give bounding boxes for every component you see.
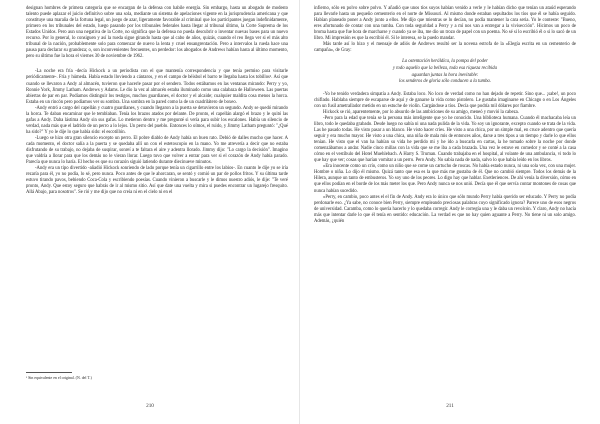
footnote-rule — [26, 372, 72, 373]
right-paragraph-3: -Yo he tenido verdadera simpatía a Andy. Estaba loco. No loco de verdad como no han dejado de repetir. Sino que... ¡sabe!, un poco chiflado. Hablaba siempre de escaparse de aquí y de ganarse la vida como pistolero. Le gustaba imaginarse en Chicago o en Los Ángeles con un fusil ametrallador metido en un estuche de violín. Cargándose a tíos. Decía que podría mil dólares por fiambre. — [314, 91, 576, 109]
poem-line-4: los senderos de gloria sólo conducen a la tumba. — [399, 79, 491, 85]
right-paragraph-4: Hickock se rió, aparentemente, por lo absurdo de las ambiciones de su amigo, meneó y movió la cabeza. — [323, 109, 519, 115]
right-paragraph-7: «Perry, en cambio, poco antes el el fin de Andy. Andy era lo único que sólo mundo Perry había querido ser educado. Y Perry no podía perdonarle eso. ¿Ya sabe, no conoce bien Perry, siempre empleando preciosas palabras cuyo significado ignora? Parece uno de esos negros de universidad. Caramba, como lo quería hacerlo y lo quedaba corregir. Andy le corregía una y le daba un revolcón. Y claro, Andy no hacía más que intentar darle lo que él tenía en sentido: educación. La verdad es que no hay quien aguante a Perry. No tiene ni un solo amigo. Además, ¿quién — [314, 194, 576, 224]
right-paragraph-5: -Pero para la edad que tenía se la persona más inteligente que yo he conocido. Una biblioteca humana. Cuando él machacaba leía un libro, todo le quedaba grabado. Desde luego no sabía ni una nada pulida de la vida. Yo soy un ignorante, excepto cuando se trata de la vida. Las he pasado todas. He visto pasar a un blanco. He visto hacer cries. He visto a una chica, por un simple mal, en cruce adentro que quería seguir y era mucho mayor. He visto a una chica, una niña de mala mis de entonces años, darse a tres tipos a un tiempo y darle lo que ellos tenían. He visto que el van ha habían su vida he perdido mi y he ido a buscarla en cartas, la he tomado sobre la noche por donde comenzábamos a andar. Nadie cinco millas con la vida que se me iba a cada brazada. Una vez le estuve en comedor y se conté a la casa cómo en el vestíbulo del Hotel Muehlebach. A Harry S. Truman. Cuando trabajaba en el hospital, al volante de una ambulancia, vi todo lo que hay que ver; cosas que harían vomitar a un perro. Pero Andy. No sabía nada de nada, salvo lo que había leído en los libros. — [314, 115, 576, 164]
left-paragraph-2: -La noche era fría -decía Hickock a un periodista con el que mantenía correspondencia y que tenía permiso para visitarle periódicamente-. Fría y húmeda. Había estado lloviendo a cántaros, y en el campo de béisbol el barro te llegaba hasta los tobillos¹. Así que cuando se llevaron a Andy al almacén, tuvieron que hacerle pasar por el sendero. Todos estábamos en las ventanas mirando: Perry y yo, Ronnie York, Jimmy Latham. Andrews y Adams. Le dio la vez al almacén estaba iluminado como una calabaza de Halloween. Las puertas abiertas de par en par. Podíamos distinguir los testigos, muchos guardianes, el doctor y el alcaide; cualquier maldita cosa menos la horca. Estaba en un rincón pero podíamos ver su sombra. Una sombra en la pared como la de un cuadrilátero de boxeo. — [26, 69, 288, 105]
left-paragraph-5: -Andy era un tipo divertido -añadió Hickock sonriendo de lado porque tenía un cigarrillo entre los labios-. En cuanto le dije yo se iría rezaría para él, yo no podía, lo sé, pero nunca. Poco antes de que le ahorcaran, se sentó y comió un par de pollos fritos. Y su última tarde estuvo tirando pavos, bebiendo Coca-Cola y escribiendo poesías. Cuando vinieron a buscarle y le dimos nuestro adiós, le dije: "Te veré pronto, Andy. Que estoy seguro que habrás de ir al mismo sitio. Así que date una vuelta y mira si puedes encontrar un lugarejo fresquito. Allá Abajo, para nosotros". Se rió y me dijo que no creía ni en el cielo ni en el — [26, 166, 288, 196]
left-paragraph-3: -Andy entró a cargo del capellán y cuatro guardianes, y cuando llegaron a la puerta se detuvieron un segundo. Andy se quedó mirando la horca. Te daban encaminar que le temblaban. Tenía los brazos atados por delante. De pronto, el capellán alargó el brazo y le quitó las gafas a Andy. Daba lástima Andy sin sus gafas. Lo metieron dentro y me pregunté si vería para subir los escalones. Había un silencio de verdad, nada más que el ladrido de un perro a lo lejos. Un perro del pueblo. Entonces lo oímos, el ruido, y Jimmy Latham preguntó: "¿Qué ha sido?" Y yo le dije lo que había sido: el escotillón. — [26, 105, 288, 135]
footnote — [26, 372, 288, 381]
poem-line-3: aguardan juntas la hora inevitable: — [411, 72, 479, 78]
left-paragraph-1: designan hombres de primera categoría que se encargan de la defensa con habile energía. Sin embargo, hasta un abogado de modesto talento puede aplazar el juicio definitivo sobre una sola, mediante un sistema de apelaciones vigente en la jurisprudencia americana y que constituye una maraña de la fortuna legal, un juego de azar, ligeramente favorable al criminal que los participantes juegan indefinidamente, primero en los tribunales del estado, luego pasando por los tribunales federales hasta llegar al tribunal último, la Corte Suprema de los Estados Unidos. Pero aun una negativa de la Corte, no significa que la defensa no pueda descubrir o inventar nuevas bases para un nuevo recurso. Por lo general, lo consiguen y así la rueda sigue girando hasta que al cabo de años, quizás, cuando el reo llega ver si el más alto tribunal de la nación, probablemente solo para comenzar de nuevo la lenta y cruel ensangrentación. Pero a intervalos la rueda hace una pausa para declarar su grandeza; o, son inconvenientes frecuentes, un perdedor: los abogados de Andrews habían hasta al último momento, pero su último fue la hora el viernes 30 de noviembre de 1962. — [26, 6, 288, 60]
right-paragraph-1: infierno, sólo en polvo sobre polvo. Y añadió que unos tíos suyos habían venido a verle y le habían dicho que tenían un ataúd esperando para llevarle hasta un pequeño cementerio en el norte de Missouri. Al mismo donde estaban sepultados los tíos que él se había seguido. Habían planeado poner a Andy junto a ellos. Me dijo que mientras se lo decían, no podía mantener la cara seria. Yo le conteste: "Bueno, eres afortunado de contar con una tumba. Con toda seguridad a Perry y a mí nos van a entregar a la vivisección". Hicimos un poco de broma hasta que fue hora de marcharse y cuando ya se iba, me dio un trozo de papel con un poema. No sé si lo escribió él o si lo sacó de un libro. Mi impresión es que la escribió él. Si le interesa, se la puedo mandar. — [314, 6, 576, 42]
right-paragraph-2: Más tarde así lo hizo y el mensaje de adiós de Andrews resultó ser la novena estrofa de la «Elegía escrita en un cementerio de campaña», de Gray: — [314, 42, 576, 54]
poem-line-1: La ostentación heráldica, la pompa del poder — [402, 59, 488, 65]
page-number-left: 210 — [146, 403, 154, 409]
poem-stanza — [314, 59, 576, 85]
page-number-right: 211 — [446, 403, 454, 409]
poem-line-2: y todo aquello que la belleza, toda esa riqueza recibida — [393, 65, 497, 71]
right-paragraph-6: «Era inocente como un crío, como un niño que se come un cartucho de roscas. No había estado nunca, ni una sola vez, con una mujer. Hombre o niña. Lo dijo él mismo. Quizá tanto que esa es la que más me gustaba de él. Que no cambió siempre. Todos los demás de la Hilera, aunque un tanto de embusteros. Yo soy uno de los peores. Lo digo hay que hablar. Exetleriences. De ahí venía la diversión, cómo en que ellos podían en el borde de los más meter los que. Pero Andy nunca se nos unió. Decía que él que servía contar montones de cosas que nunca habían sucedido. — [314, 164, 576, 194]
right-page — [300, 0, 600, 424]
left-paragraph-4: -Luego se hizo otra gran silencio excepto un perro. El pobre diablo de Andy había un buen rato. Debió de dalles mucho que hacer. A cada momento, el doctor salía a la puerta y se quedaba allí un con el estetoscopio en la mano. Yo me atrevería a decir que no estaba disfrutando de su trabajo, no dejaba de suspirar, sonreí a te faltara el aire y adentra llorado. Jimmy dijo: "Lo cargo la decisión". Imagino que valdría a llorar para que los demás no le vieran llorar. Luego tuvo que volver a entrar para ver si el corazón de Andy había parado. Parecía que nunca lo haría. El hecho es que su corazón siguió latiendo durante diecinueve minutos. — [26, 135, 288, 166]
footnote-text: ¹ Sin equivalente en el original. (N. del T.) — [26, 376, 92, 380]
